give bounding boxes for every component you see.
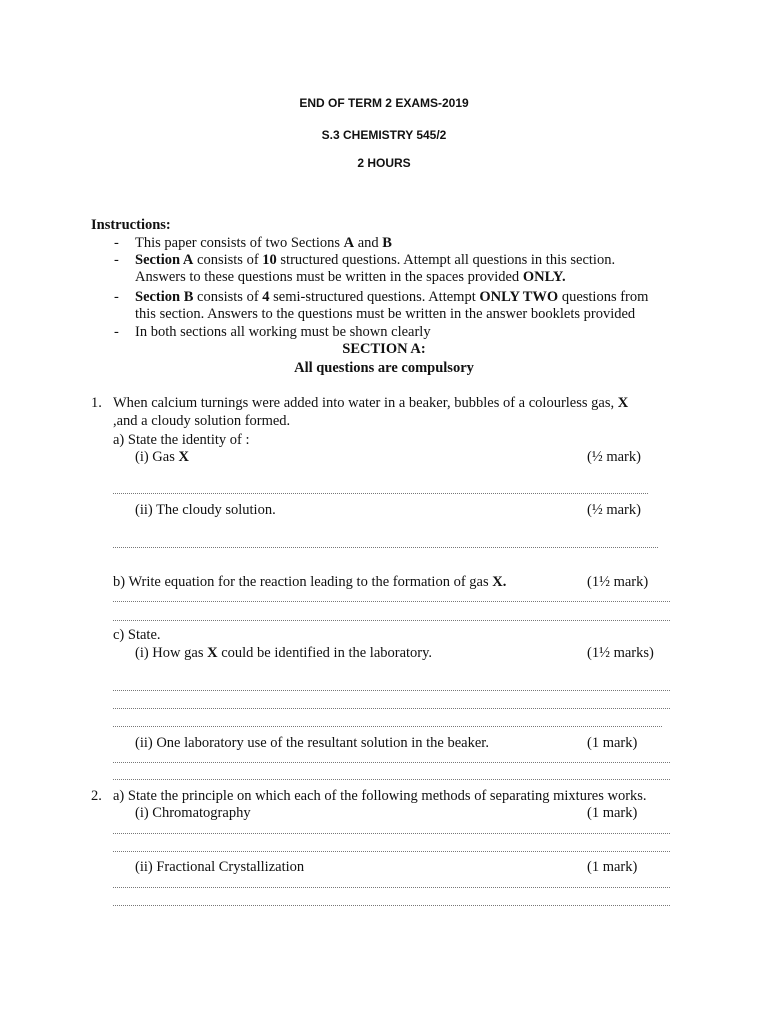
q1-c-ii: (ii) One laboratory use of the resultant solution in the beaker. (135, 735, 489, 751)
q1-part-c: c) State. (113, 627, 161, 643)
q2-a-ii: (ii) Fractional Crystallization (135, 859, 305, 875)
q1-a-i: (i) Gas X (135, 449, 189, 465)
bullet: - (114, 235, 119, 251)
answer-line[interactable] (113, 779, 670, 780)
answer-line[interactable] (113, 833, 670, 834)
instruction-3: Section B consists of 4 semi-structured questions. Attempt ONLY TWO questions from (135, 289, 649, 305)
answer-line[interactable] (113, 726, 662, 727)
q1-c-i-marks: (1½ marks) (587, 645, 654, 661)
section-subtitle: All questions are compulsory (294, 360, 474, 376)
q2-a-i-marks: (1 mark) (587, 805, 638, 821)
instruction-3-cont: this section. Answers to the questions must be written in the answer booklets provided (135, 306, 636, 322)
q1-a-ii-marks: (½ mark) (587, 502, 641, 518)
section-title: SECTION A: (342, 341, 426, 357)
exam-title: END OF TERM 2 EXAMS-2019 (299, 96, 469, 110)
answer-line[interactable] (113, 690, 670, 691)
answer-line[interactable] (113, 887, 670, 888)
q2-part-a: a) State the principle on which each of the following methods of separating mixtures works. (113, 788, 647, 804)
duration: 2 HOURS (357, 156, 411, 170)
bullet: - (114, 252, 119, 268)
q2-number: 2. (91, 788, 102, 804)
instructions-heading: Instructions: (91, 217, 171, 233)
answer-line[interactable] (113, 547, 658, 548)
q1-stem-cont: ,and a cloudy solution formed. (113, 413, 291, 429)
subject-title: S.3 CHEMISTRY 545/2 (321, 128, 447, 142)
q1-number: 1. (91, 395, 102, 411)
instruction-2: Section A consists of 10 structured questions. Attempt all questions in this section. (135, 252, 616, 268)
q2-a-ii-marks: (1 mark) (587, 859, 638, 875)
q1-a-i-marks: (½ mark) (587, 449, 641, 465)
q1-part-b: b) Write equation for the reaction leading to the formation of gas X. (113, 574, 507, 590)
q1-b-marks: (1½ mark) (587, 574, 649, 590)
q1-part-a: a) State the identity of : (113, 432, 250, 448)
answer-line[interactable] (113, 601, 670, 602)
q1-c-i: (i) How gas X could be identified in the laboratory. (135, 645, 433, 661)
bullet: - (114, 324, 119, 340)
answer-line[interactable] (113, 851, 670, 852)
bullet: - (114, 289, 119, 305)
answer-line[interactable] (113, 620, 670, 621)
instruction-2-cont: Answers to these questions must be written in the spaces provided ONLY. (135, 269, 566, 285)
instruction-1: This paper consists of two Sections A and B (135, 235, 392, 251)
q2-a-i: (i) Chromatography (135, 805, 251, 821)
q1-c-ii-marks: (1 mark) (587, 735, 638, 751)
answer-line[interactable] (113, 762, 670, 763)
answer-line[interactable] (113, 905, 670, 906)
q1-a-ii: (ii) The cloudy solution. (135, 502, 276, 518)
answer-line[interactable] (113, 493, 648, 494)
answer-line[interactable] (113, 708, 670, 709)
instruction-4: In both sections all working must be shown clearly (135, 324, 431, 340)
q1-stem: When calcium turnings were added into water in a beaker, bubbles of a colourless gas, X (113, 395, 629, 411)
